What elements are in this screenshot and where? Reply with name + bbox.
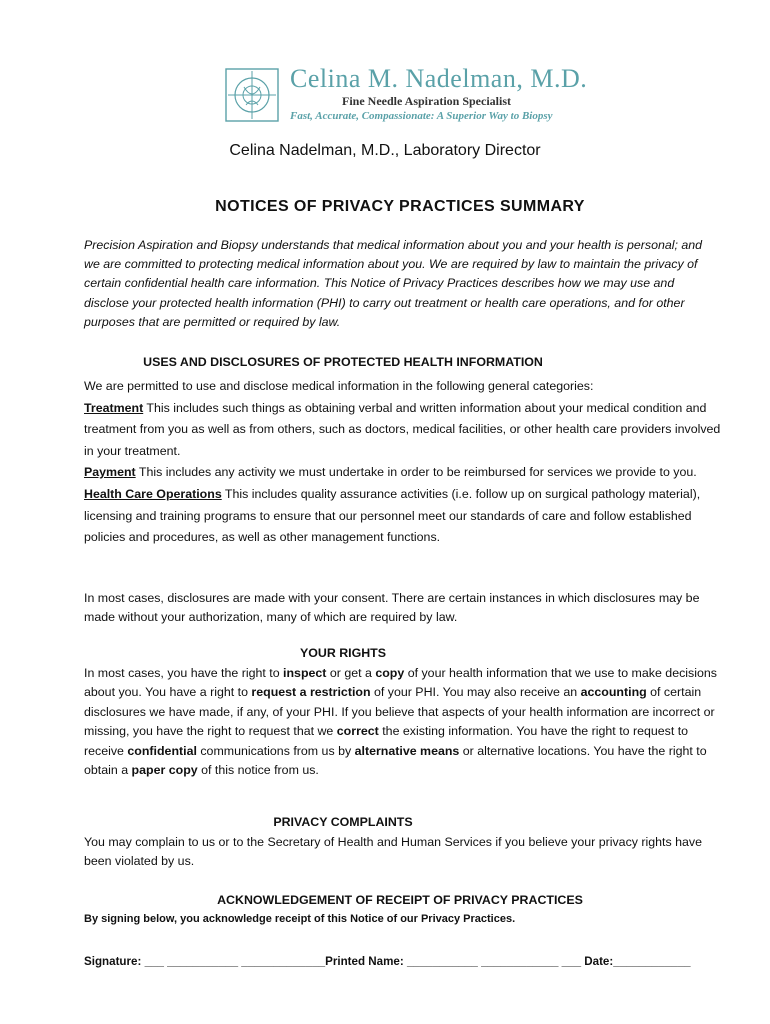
category-payment	[84, 462, 724, 484]
rights-text: or get a	[326, 666, 376, 680]
rights-emphasis: correct	[336, 724, 379, 739]
category-text: This includes any activity we must undertake in order to be reimbursed for services we provide to you.	[135, 465, 697, 480]
uses-section	[84, 376, 724, 549]
rights-emphasis: request a restriction	[251, 685, 371, 700]
category-text: This includes such things as obtaining verbal and written information about your medical condition and treatment from you as well as from others, such as doctors, medical facilities, or other health care providers involved in your treatment.	[84, 400, 721, 458]
printed-name-field[interactable]: ___________ ____________ ___	[406, 955, 585, 968]
rights-text: of your health information that we use to make decisions about you. You have a right to	[84, 666, 717, 700]
rights-emphasis: accounting	[580, 685, 647, 700]
rights-paragraph	[84, 664, 724, 780]
logo-icon	[224, 67, 280, 123]
rights-text: of certain disclosures we have made, if any, of your PHI. If you believe that aspects of your health information are incorrect or missing, you have the right to request that we	[84, 685, 715, 739]
rights-emphasis: confidential	[127, 743, 197, 758]
rights-text: of your PHI. You may also receive an	[370, 685, 581, 700]
rights-text: the existing information. You have the right to request to receive	[84, 724, 689, 758]
rights-text: or alternative locations. You have the right to obtain a	[84, 743, 707, 778]
intro-paragraph: Precision Aspiration and Biopsy understands that medical information about you and your health is personal; and we are committed to protecting medical information about you. We are required by law to maintain the privacy of certain confidential health care information. This Notice of Privacy Practices describes how we may use and disclose your protected health information (PHI) to carry out treatment or health care operations, and for other purposes that are permitted or required by law.	[84, 238, 703, 329]
category-term: Payment	[84, 465, 136, 480]
letterhead	[224, 64, 604, 128]
rights-heading: YOUR RIGHTS	[299, 646, 387, 660]
page-title: NOTICES OF PRIVACY PRACTICES SUMMARY	[215, 198, 585, 215]
practice-specialty: Fine Needle Aspiration Specialist	[342, 94, 511, 108]
uses-heading: USES AND DISCLOSURES OF PROTECTED HEALTH INFORMATION	[143, 355, 543, 369]
rights-text: of this notice from us.	[197, 763, 319, 778]
date-field[interactable]: ____________	[613, 955, 691, 968]
practice-tagline: Fast, Accurate, Compassionate: A Superior Way to Biopsy	[290, 110, 553, 122]
date-label: Date:	[584, 955, 614, 968]
category-term: Treatment	[84, 400, 144, 415]
signature-field[interactable]: ___ ___________ _____________	[144, 955, 326, 968]
consent-paragraph: In most cases, disclosures are made with your consent. There are certain instances in which disclosures may be made without your authorization, many of which are required by law.	[84, 591, 700, 625]
uses-lead: We are permitted to use and disclose medical information in the following general categories:	[84, 379, 594, 393]
rights-emphasis: copy	[375, 666, 405, 680]
category-treatment	[84, 398, 724, 463]
signature-line	[84, 955, 691, 968]
complaints-paragraph: You may complain to us or to the Secretary of Health and Human Services if you believe your privacy rights have been violated by us.	[84, 835, 703, 869]
practice-name: Celina M. Nadelman, M.D.	[290, 64, 588, 93]
acknowledgement-heading: ACKNOWLEDGEMENT OF RECEIPT OF PRIVACY PRACTICES	[217, 893, 583, 907]
complaints-heading: PRIVACY COMPLAINTS	[273, 815, 413, 829]
rights-emphasis: paper copy	[131, 763, 198, 778]
rights-text: communications from us by	[196, 743, 355, 758]
category-text: This includes quality assurance activities (i.e. follow up on surgical pathology material), licensing and training programs to ensure that our personnel meet our standards of care and follow established policies and procedures, as well as other management functions.	[84, 486, 701, 545]
category-operations	[84, 484, 724, 549]
rights-text: In most cases, you have the right to	[84, 666, 284, 680]
director-line: Celina Nadelman, M.D., Laboratory Director	[229, 142, 541, 159]
rights-emphasis: alternative means	[354, 743, 460, 758]
rights-emphasis: inspect	[283, 666, 327, 680]
printed-name-label: Printed Name:	[325, 955, 407, 968]
acknowledgement-statement: By signing below, you acknowledge receipt of this Notice of our Privacy Practices.	[84, 913, 516, 925]
signature-label: Signature:	[84, 955, 145, 968]
category-term: Health Care Operations	[84, 486, 222, 501]
